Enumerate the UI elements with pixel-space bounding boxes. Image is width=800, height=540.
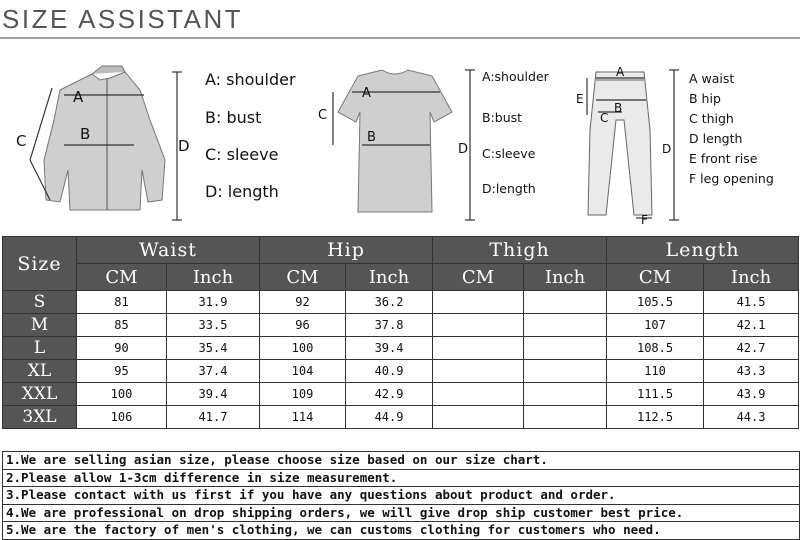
- tshirt-legend-item: A:shoulder: [482, 69, 549, 84]
- measurement-diagram: [0, 50, 800, 235]
- table-cell: [524, 337, 607, 360]
- jacket-legend-item: B: bust: [205, 108, 262, 127]
- size-label: XL: [3, 360, 77, 383]
- table-row: [3, 406, 799, 429]
- table-cell: 85: [77, 314, 167, 337]
- tshirt-mark-b: B: [367, 130, 376, 145]
- table-cell: [524, 360, 607, 383]
- size-label: S: [3, 291, 77, 314]
- pants-legend-item: C thigh: [689, 111, 734, 126]
- size-label: 3XL: [3, 406, 77, 429]
- unit-header: CM: [260, 264, 346, 291]
- table-cell: 44.9: [346, 406, 433, 429]
- table-cell: 41.7: [167, 406, 260, 429]
- table-cell: 42.9: [346, 383, 433, 406]
- table-cell: [433, 337, 524, 360]
- table-cell: 92: [260, 291, 346, 314]
- unit-header: Inch: [346, 264, 433, 291]
- table-cell: 43.3: [704, 360, 799, 383]
- tshirt-illustration: [338, 70, 452, 212]
- table-cell: 36.2: [346, 291, 433, 314]
- size-label: L: [3, 337, 77, 360]
- table-cell: 35.4: [167, 337, 260, 360]
- table-row: [3, 383, 799, 406]
- table-cell: 107: [607, 314, 704, 337]
- table-cell: 108.5: [607, 337, 704, 360]
- table-cell: 114: [260, 406, 346, 429]
- length-group-header: Length: [607, 237, 799, 264]
- size-label: XXL: [3, 383, 77, 406]
- table-cell: [433, 314, 524, 337]
- pants-mark-b: B: [614, 101, 623, 115]
- note-item: 4.We are professional on drop shipping orders, we will give drop ship customer best price.: [3, 505, 799, 523]
- table-cell: [433, 383, 524, 406]
- table-cell: 109: [260, 383, 346, 406]
- title-divider: [0, 37, 800, 39]
- pants-illustration: [588, 72, 652, 215]
- unit-header: CM: [77, 264, 167, 291]
- note-item: 5.We are the factory of men's clothing, we can customs clothing for customers who need.: [3, 522, 799, 540]
- table-cell: 41.5: [704, 291, 799, 314]
- table-cell: [524, 291, 607, 314]
- garment-illustrations: [0, 50, 800, 235]
- tshirt-mark-d: D: [458, 142, 469, 157]
- table-cell: [433, 360, 524, 383]
- table-row: [3, 337, 799, 360]
- unit-header: CM: [607, 264, 704, 291]
- waist-group-header: Waist: [77, 237, 260, 264]
- size-column-header: Size: [3, 237, 77, 291]
- unit-header: CM: [433, 264, 524, 291]
- table-cell: [433, 291, 524, 314]
- table-cell: 96: [260, 314, 346, 337]
- unit-header: Inch: [524, 264, 607, 291]
- table-cell: [524, 383, 607, 406]
- table-cell: 95: [77, 360, 167, 383]
- jacket-legend-item: D: length: [205, 182, 279, 201]
- table-cell: 81: [77, 291, 167, 314]
- table-cell: 31.9: [167, 291, 260, 314]
- note-item: 3.Please contact with us first if you have any questions about product and order.: [3, 487, 799, 505]
- size-chart-table: [2, 236, 799, 429]
- jacket-mark-d: D: [178, 137, 190, 155]
- table-cell: 37.8: [346, 314, 433, 337]
- tshirt-mark-c: C: [318, 108, 328, 123]
- table-row: [3, 360, 799, 383]
- size-label: M: [3, 314, 77, 337]
- jacket-legend-item: A: shoulder: [205, 70, 296, 89]
- jacket-illustration: [44, 66, 165, 210]
- table-cell: 106: [77, 406, 167, 429]
- notes-list: [2, 451, 800, 540]
- table-cell: [433, 406, 524, 429]
- table-cell: 111.5: [607, 383, 704, 406]
- pants-legend-item: B hip: [689, 91, 721, 106]
- pants-mark-c: C: [600, 111, 609, 125]
- pants-mark-d: D: [662, 142, 672, 156]
- table-cell: [524, 406, 607, 429]
- tshirt-mark-a: A: [362, 86, 371, 101]
- pants-legend-item: F leg opening: [689, 171, 774, 186]
- tshirt-legend-item: C:sleeve: [482, 146, 536, 161]
- table-cell: 33.5: [167, 314, 260, 337]
- table-cell: 40.9: [346, 360, 433, 383]
- table-cell: 37.4: [167, 360, 260, 383]
- table-cell: 90: [77, 337, 167, 360]
- table-row: [3, 291, 799, 314]
- pants-legend-item: E front rise: [689, 151, 758, 166]
- note-item: 1.We are selling asian size, please choose size based on our size chart.: [3, 452, 799, 470]
- pants-mark-f: F: [641, 213, 648, 227]
- thigh-group-header: Thigh: [433, 237, 607, 264]
- table-cell: 100: [77, 383, 167, 406]
- table-cell: [524, 314, 607, 337]
- pants-mark-e: E: [576, 92, 584, 106]
- jacket-mark-c: C: [16, 132, 27, 150]
- table-cell: 104: [260, 360, 346, 383]
- table-cell: 110: [607, 360, 704, 383]
- table-cell: 42.1: [704, 314, 799, 337]
- tshirt-legend-item: D:length: [482, 181, 536, 196]
- table-cell: 39.4: [167, 383, 260, 406]
- jacket-mark-b: B: [80, 125, 91, 143]
- unit-header: Inch: [167, 264, 260, 291]
- table-cell: 43.9: [704, 383, 799, 406]
- table-cell: 105.5: [607, 291, 704, 314]
- table-cell: 39.4: [346, 337, 433, 360]
- note-item: 2.Please allow 1-3cm difference in size measurement.: [3, 470, 799, 488]
- tshirt-legend-item: B:bust: [482, 110, 523, 125]
- jacket-mark-a: A: [73, 88, 84, 106]
- hip-group-header: Hip: [260, 237, 433, 264]
- table-row: [3, 314, 799, 337]
- pants-legend-item: D length: [689, 131, 743, 146]
- table-cell: 44.3: [704, 406, 799, 429]
- page-title: SIZE ASSISTANT: [2, 4, 244, 34]
- table-cell: 112.5: [607, 406, 704, 429]
- jacket-legend-item: C: sleeve: [205, 145, 279, 164]
- table-cell: 42.7: [704, 337, 799, 360]
- pants-legend-item: A waist: [689, 71, 735, 86]
- unit-header: Inch: [704, 264, 799, 291]
- table-cell: 100: [260, 337, 346, 360]
- pants-mark-a: A: [616, 65, 625, 79]
